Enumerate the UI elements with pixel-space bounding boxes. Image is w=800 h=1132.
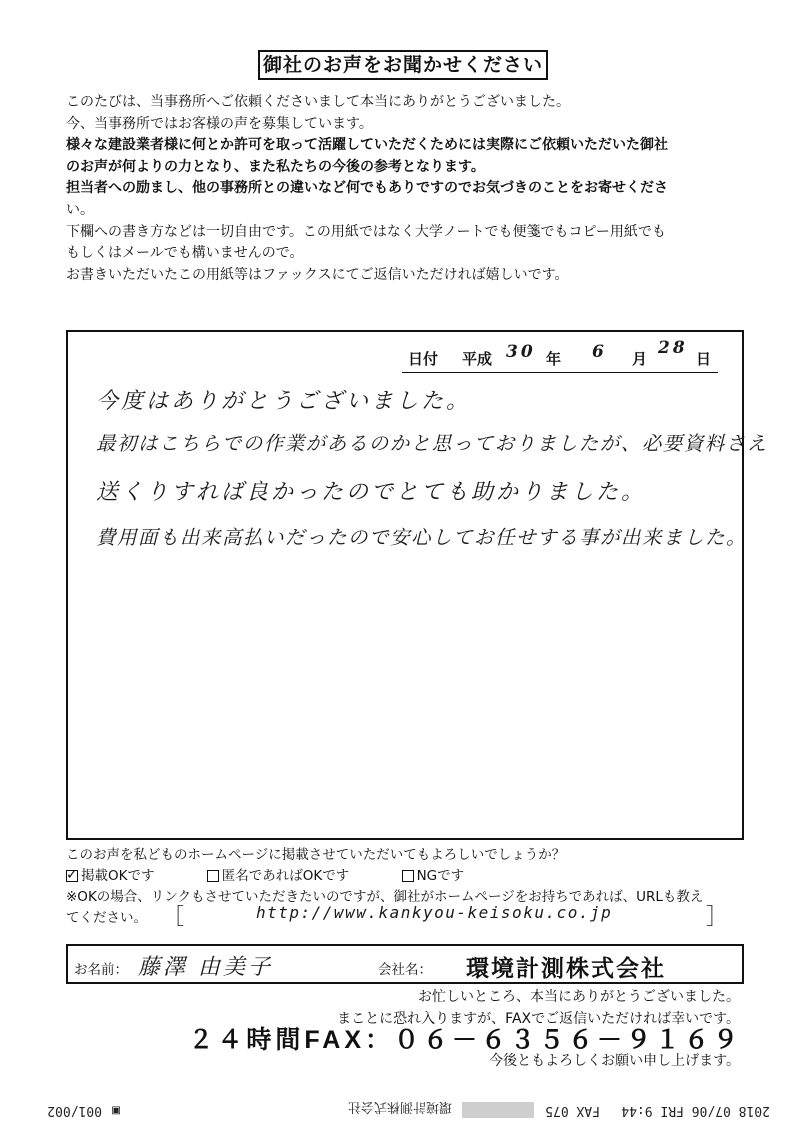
name-value[interactable]: 藤澤 由美子 (138, 955, 273, 980)
regards-text: 今後ともよろしくお願い申し上げます。 (489, 1053, 740, 1069)
date-year-value: 30 (506, 342, 536, 362)
date-day-unit: 日 (696, 350, 712, 368)
url-field[interactable]: http://www.kankyou-keisoku.co.jp (256, 903, 613, 922)
thanks-line-2: まことに恐れ入りますが、FAXでご返信いただければ幸いです。 (337, 1011, 740, 1027)
bracket-close: ］ (706, 905, 729, 930)
intro-line-8: もしくはメールでも構いませんので。 (66, 245, 304, 262)
url-row (66, 903, 756, 930)
intro-text (66, 92, 746, 286)
form-title: 御社のお声をお聞かせください (258, 50, 548, 80)
fax-prefix: FAX 075 (545, 1103, 600, 1118)
intro-line-4: のお声が何よりの力となり、また私たちの今後の参考となります。 (66, 158, 485, 175)
consent-note-2: てください。 (66, 910, 147, 926)
date-year-unit: 年 (546, 350, 562, 368)
intro-line-9: お書きいただいたこの用紙等はファックスにてご返信いただければ嬉しいです。 (66, 266, 569, 283)
bracket-open: ［ (162, 905, 185, 930)
consent-options (66, 866, 756, 887)
fax-datetime: 2018 07/06 FRI 9:44 (621, 1103, 770, 1118)
option-publish-ok[interactable] (66, 866, 154, 887)
consent-note-1: ※OKの場合、リンクもさせていただきたいのですが、御社がホームページをお持ちであれば、URLも教え (66, 889, 704, 905)
date-label: 日付 (408, 350, 439, 368)
option-label: 掲載OKです (81, 868, 155, 884)
fax-transmission-header (40, 1098, 770, 1120)
option-label: 匿名であればOKです (221, 868, 350, 884)
fax-page: 001/002 (47, 1103, 102, 1118)
intro-line-7: 下欄への書き方などは一切自由です。この用紙ではなく大学ノートでも便箋でもコピー用紙でも (66, 223, 666, 240)
name-box (66, 944, 744, 984)
name-label: お名前： (74, 962, 128, 978)
consent-question: このお声を私どものホームページに掲載させていただいてもよろしいでしょうか？ (66, 847, 566, 863)
option-ng[interactable] (402, 866, 465, 887)
date-day-value: 28 (658, 338, 688, 358)
checkbox-checked-icon[interactable] (66, 870, 78, 882)
checkbox-icon[interactable] (402, 870, 414, 882)
message-line-3: 送くりすれば良かったのでとても助かりました。 (96, 480, 647, 505)
date-month-value: 6 (592, 342, 607, 362)
consent-section (66, 845, 756, 908)
fax-page-icon: ▣ (112, 1103, 120, 1118)
message-line-2: 最初はこちらでの作業があるのかと思っておりましたが、必要資料さえ (96, 432, 768, 455)
date-era: 平成 (462, 350, 493, 368)
option-label: NGです (416, 868, 465, 884)
option-anonymous-ok[interactable] (207, 866, 349, 887)
intro-line-1: このたびは、当事務所へご依頼くださいまして本当にありがとうございました。 (66, 94, 570, 110)
message-line-1: 今度はありがとうございました。 (96, 389, 472, 414)
redacted-block (462, 1102, 534, 1118)
message-line-4: 費用面も出来高払いだったので安心してお任せする事が出来ました。 (96, 526, 748, 549)
thanks-line-1: お忙しいところ、本当にありがとうございました。 (418, 989, 740, 1005)
intro-line-5: 担当者への励まし、他の事務所との違いなど何でもありですのでお気づきのことをお寄せくださ (66, 180, 668, 197)
intro-line-6: い。 (66, 201, 94, 218)
company-label: 会社名： (378, 962, 432, 978)
date-row (402, 338, 718, 373)
fax-sender: 環境計測株式会社 (347, 1099, 452, 1114)
date-month-unit: 月 (632, 350, 648, 368)
fax-number: ２４時間FAX：０６－６３５６－９１６９ (188, 1026, 742, 1054)
checkbox-icon[interactable] (207, 870, 219, 882)
intro-line-3: 様々な建設業者様に何とか許可を取って活躍していただくためには実際にご依頼いただいた御社 (66, 137, 668, 154)
company-value[interactable]: 環境計測株式会社 (466, 955, 666, 982)
intro-line-2: 今、当事務所ではお客様の声を募集しています。 (66, 115, 373, 132)
